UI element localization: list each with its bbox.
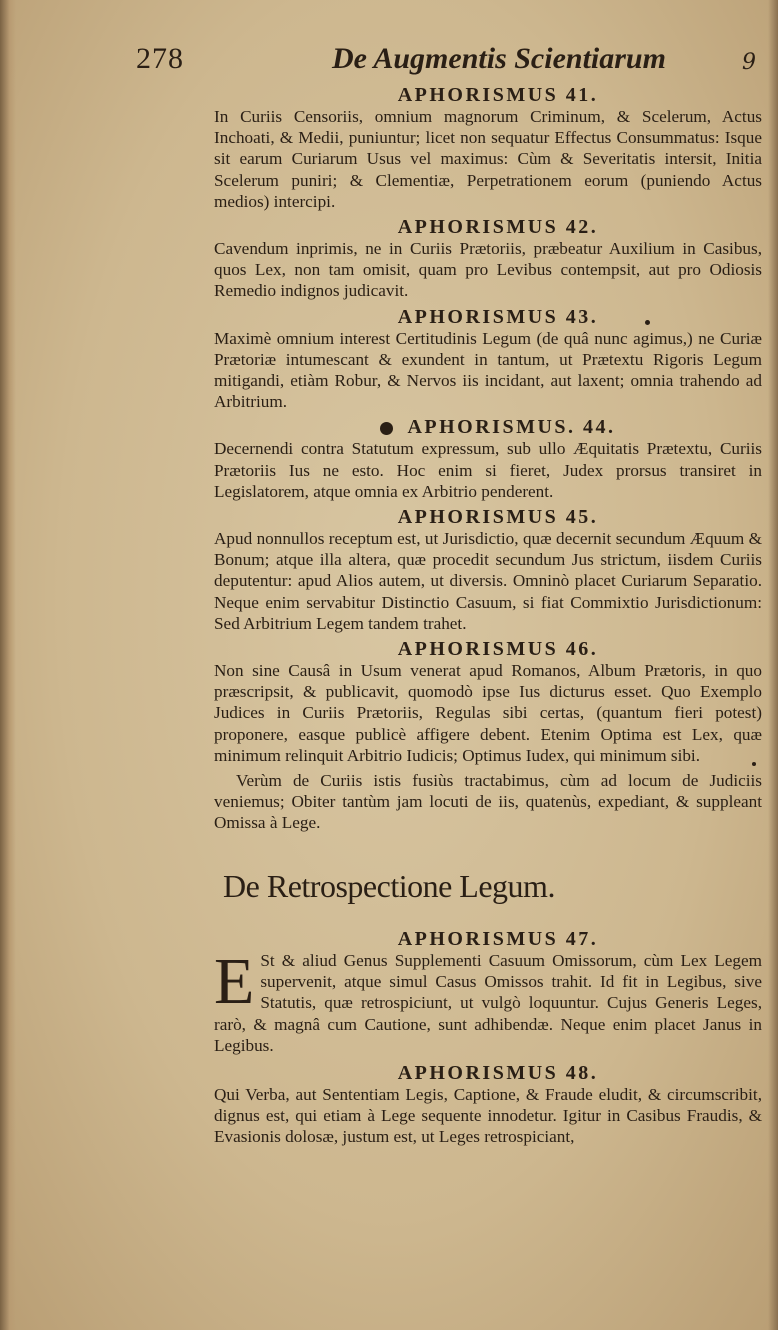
- aphorism-41-heading: APHORISMUS 41.: [397, 84, 599, 106]
- drop-cap: E: [214, 945, 255, 1018]
- aphorism-47-heading: APHORISMUS 47.: [397, 928, 599, 950]
- aphorism-44-heading: APHORISMUS. 44.: [407, 416, 616, 439]
- aphorism-45-heading: APHORISMUS 45.: [397, 506, 599, 529]
- page-number: 278: [136, 42, 184, 75]
- aphorism-43-text: Maximè omnium interest Certitudinis Legum (de quâ nunc agimus,) ne Curiæ Prætoriæ intumescant & exundent in tantum, ut Prætextu Rigoris Legum mitigandi, etiàm Robur, & Nervos iis incidant, aut laxent; omnia trahendo ad Arbitrium.: [214, 328, 762, 412]
- page-body: [214, 84, 762, 838]
- aphorism-42-heading: APHORISMUS 42.: [397, 216, 599, 239]
- aphorism-43-heading: APHORISMUS 43.: [397, 305, 599, 328]
- page-edge-left: [0, 0, 16, 1330]
- aphorism-47-text: St & aliud Genus Supplementi Casuum Omissorum, cùm Lex Legem supervenit, atque simul Casus Omissos trahit. Id fit in Legibus, sive Statutis, quæ retrospiciunt, ut vulgò loquuntur. Cujus Generis Leges, rarò, & magnâ cum Cautione, sunt adhibendæ. Neque enim placet Janus in Legibus.: [214, 951, 762, 1055]
- corner-mark: 9: [742, 50, 756, 75]
- page-body-lower: [214, 928, 762, 1152]
- aphorism-42-text: Cavendum inprimis, ne in Curiis Prætoriis, præbeatur Auxilium in Casibus, quos Lex, non tam omisit, quam pro Levibus contempsit, aut pro Odiosis Remedio indignos judicavit.: [214, 239, 762, 301]
- ink-speck: [645, 320, 650, 325]
- aphorism-48-heading: APHORISMUS 48.: [397, 1062, 599, 1085]
- aphorism-48-text: Qui Verba, aut Sententiam Legis, Captione, & Fraude eludit, & circumscribit, dignus est, qui etiam à Lege sequente innodetur. Igitur in Casibus Fraudis, & Evasionis dolosæ, justum est, ut Leges retrospiciant,: [214, 1085, 762, 1147]
- aphorism-46-text: Non sine Causâ in Usum venerat apud Romanos, Album Prætoris, in quo præscripsit, & publicavit, quomodò ipse Ius dicturus esset. Quo Exemplo Judices in Curiis Prætoriis, Regulas sibi certas, (quantum fieri potest) proponere, easque publicè affigere debent. Etenim Optima est Lex, quæ minimum relinquit Arbitrio Iudicis; Optimus Iudex, qui minimum sibi.: [214, 661, 762, 765]
- aphorism-41-text: In Curiis Censoriis, omnium magnorum Criminum, & Scelerum, Actus Inchoati, & Medii, puniuntur; licet non sequatur Effectus Consummatus: Isque sit earum Curiarum Usus vel maximus: Cùm & Severitatis intersit, Initia Scelerum puniri; & Clementiæ, Perpetrationem eorum (puniendo Actus medios) intercipi.: [214, 107, 762, 211]
- section-title: De Retrospectione Legum.: [223, 868, 555, 904]
- page-header: [0, 40, 778, 90]
- page-edge-right: [768, 0, 778, 1330]
- aphorism-45-text: Apud nonnullos receptum est, ut Jurisdictio, quæ decernit secundum Æquum & Bonum; atque illa altera, quæ procedit secundum Jus strictum, iisdem Curiis deputentur: apud Alios autem, ut diversis. Omninò placet Curiarum Separatio. Neque enim servabitur Distinctio Casuum, si fiat Commixtio Jurisdictionum: Sed Arbitrium Legem tandem trahet.: [214, 529, 762, 633]
- running-title: De Augmentis Scientiarum: [332, 42, 666, 75]
- closing-paragraph: Verùm de Curiis istis fusiùs tractabimus, cùm ad locum de Judiciis veniemus; Obiter tantùm jam locuti de iis, quatenùs, expediant, & suppleant Omissa à Lege.: [214, 771, 762, 833]
- aphorism-44-text: Decernendi contra Statutum expressum, sub ullo Æquitatis Prætextu, Curiis Prætoriis Ius ne esto. Hoc enim si fieret, Judex prorsus transiret in Legislatorem, atque omnia ex Arbitrio penderent.: [214, 439, 762, 501]
- aphorism-46-heading: APHORISMUS 46.: [397, 638, 599, 661]
- ink-blot-icon: [380, 422, 393, 435]
- ink-speck: [752, 762, 756, 766]
- aphorism-47-paragraph: [214, 945, 762, 1056]
- aphorism-44-heading-row: [214, 416, 762, 438]
